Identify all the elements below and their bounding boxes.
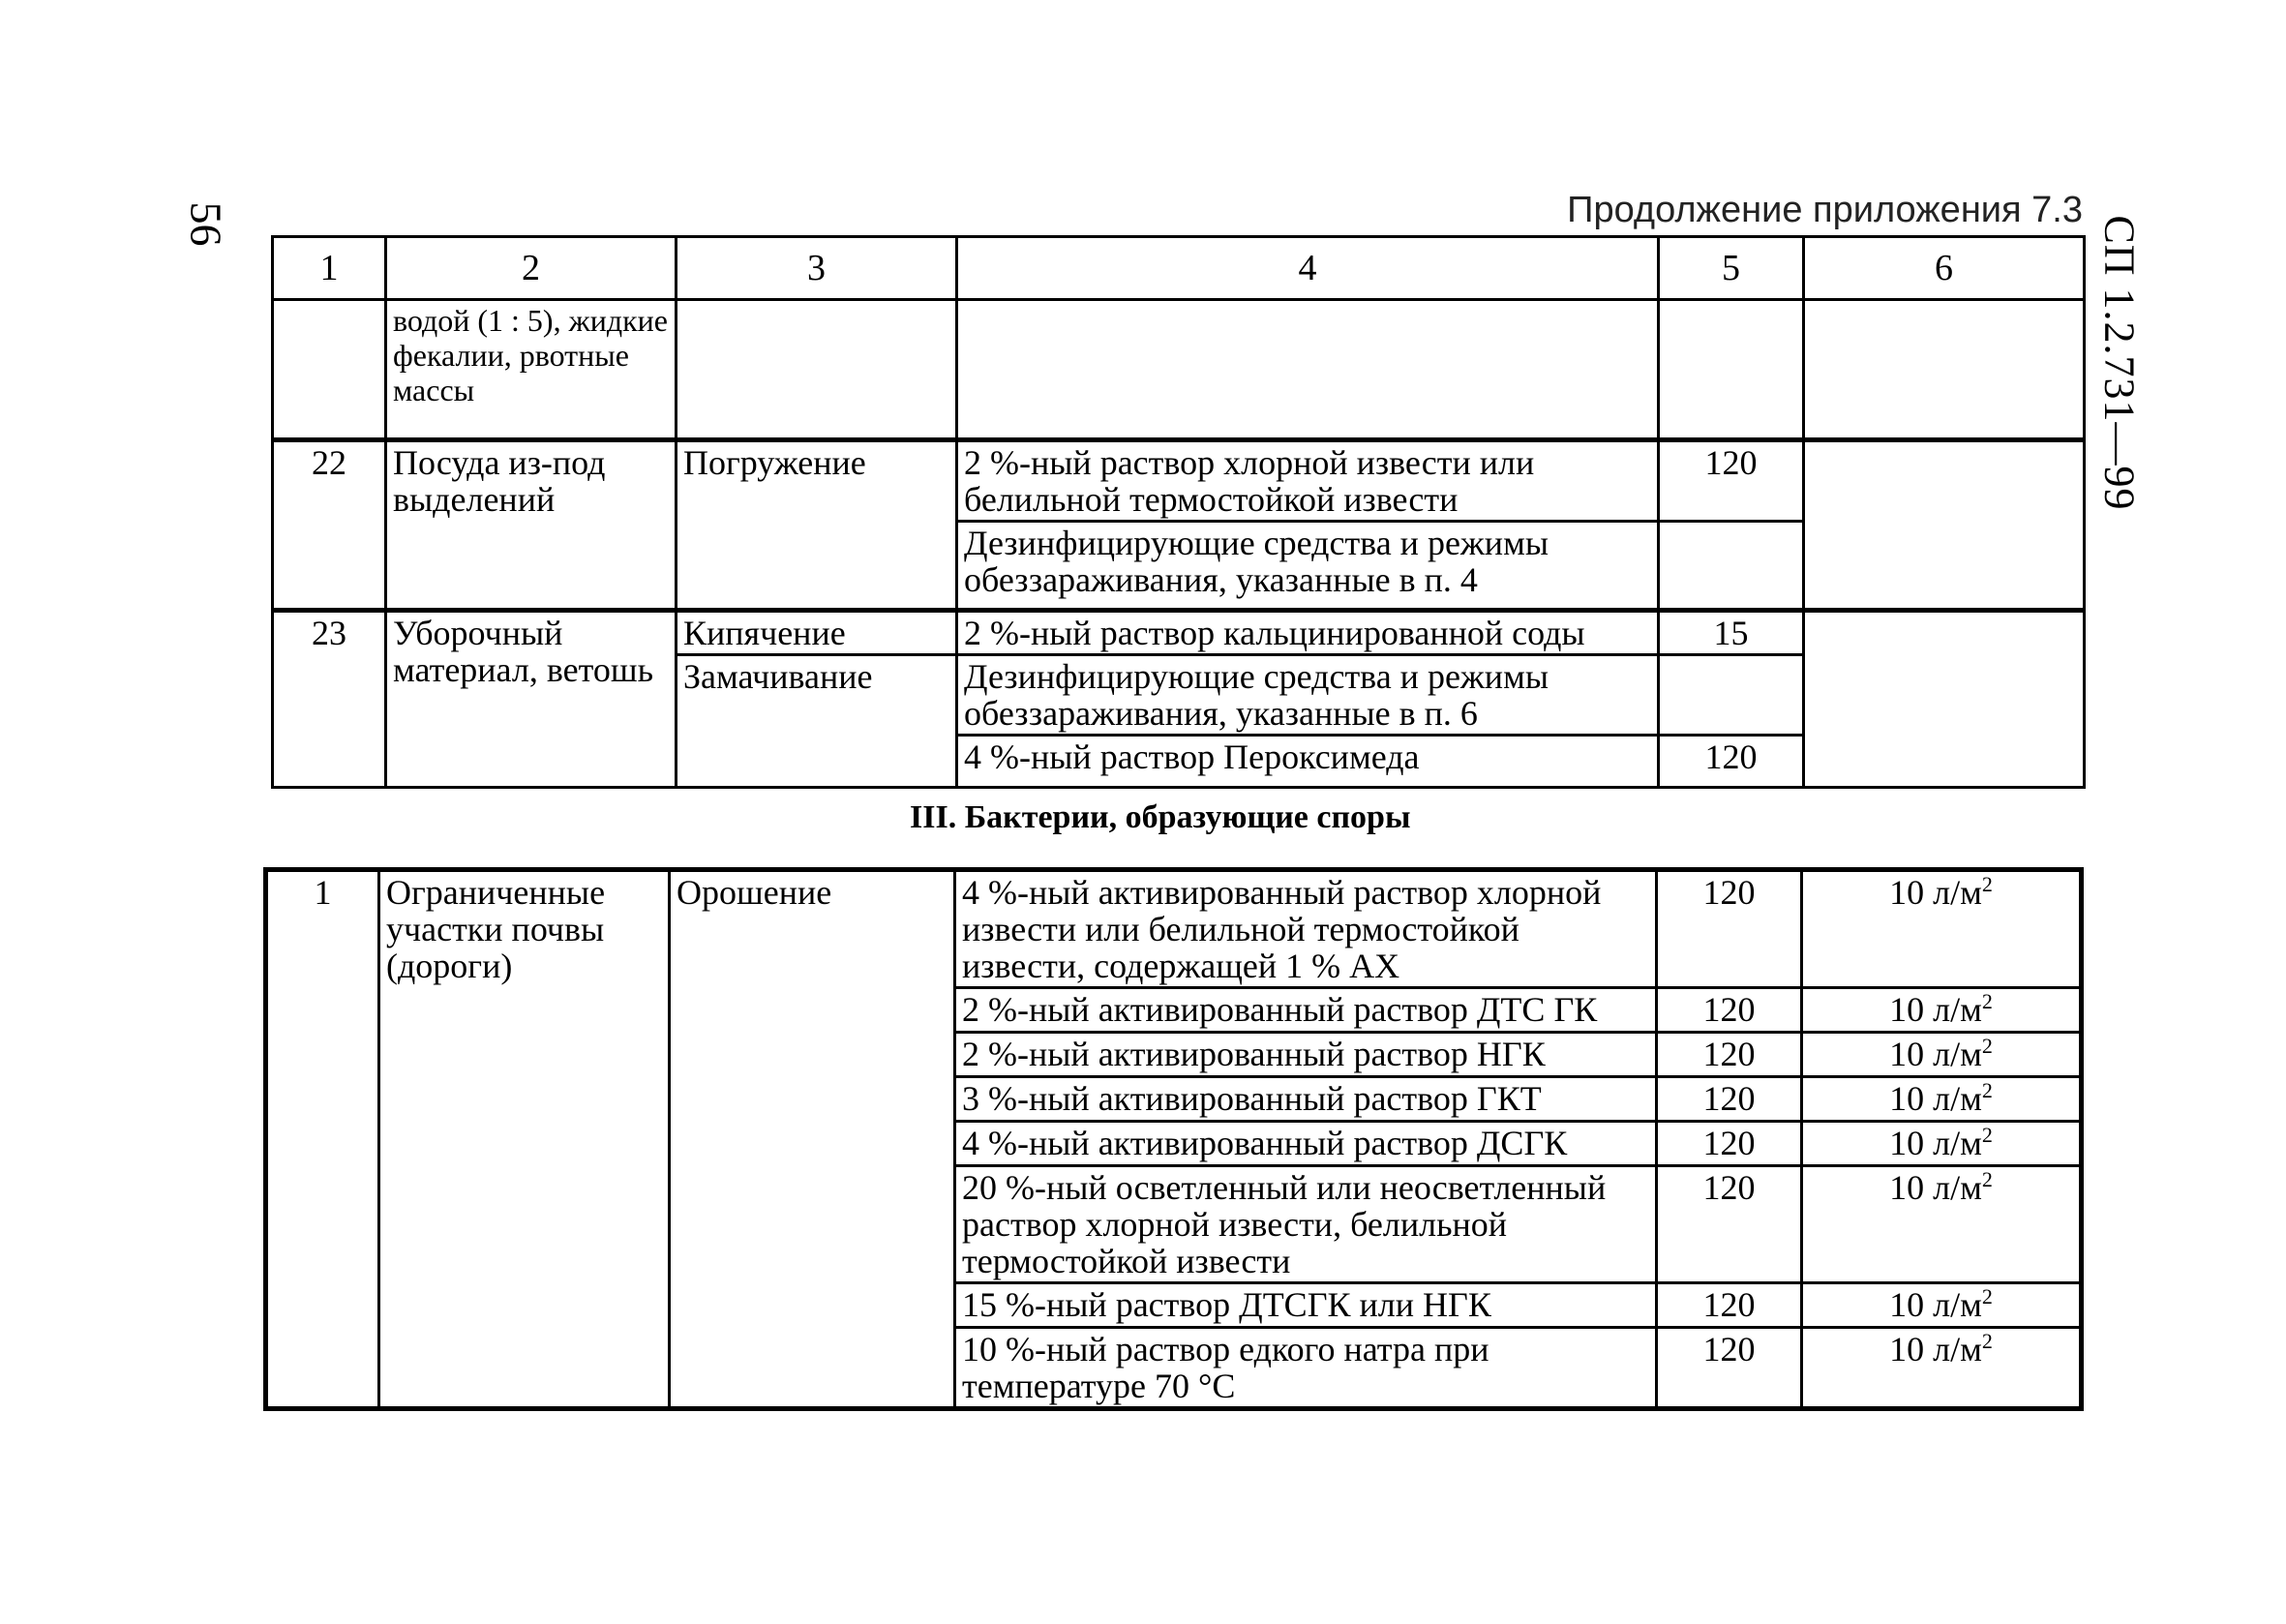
- cell-time: 120: [1657, 1166, 1802, 1283]
- cell-object: Уборочный материал, ветошь: [386, 611, 677, 788]
- cell-method: Замачивание: [677, 655, 957, 788]
- cell-agent: 20 %-ный осветленный или неосветленный раствор хлорной извести, белильной термостойкой извести: [955, 1166, 1657, 1283]
- col-header-1: 1: [273, 237, 386, 300]
- continuation-title: Продолжение приложения 7.3: [1567, 190, 2083, 230]
- table-spore-bacteria: [263, 867, 2084, 1411]
- page-number: 56: [181, 201, 231, 247]
- cell-norm: 10 $л/м^2$: [1802, 988, 2082, 1033]
- cell-agent: 4 %-ный активированный раствор хлорной извести или белильной термостойкой извести, содержащей 1 % АХ: [955, 870, 1657, 988]
- cell-agent: 4 %-ный раствор Пероксимеда: [957, 736, 1659, 788]
- cell-time: 120: [1657, 1328, 1802, 1409]
- document-code-text: СП 1.2.731—99: [2095, 215, 2144, 511]
- cell-method: Погружение: [677, 440, 957, 611]
- cell-time: 120: [1657, 988, 1802, 1033]
- col-header-6: 6: [1804, 237, 2085, 300]
- cell-time: 120: [1659, 440, 1804, 522]
- cell-time: 120: [1657, 1283, 1802, 1328]
- cell-agent: 4 %-ный активированный раствор ДСГК: [955, 1122, 1657, 1166]
- cell-num: 1: [266, 870, 379, 1409]
- cell-norm: 10 $л/м^2$: [1802, 1328, 2082, 1409]
- cell-object: водой (1 : 5), жидкие фекалии, рвотные массы: [386, 300, 677, 440]
- cell-object: Ограниченные участки почвы (дороги): [379, 870, 670, 1409]
- cell-norm: 10 $л/м^2$: [1802, 1033, 2082, 1077]
- cell-norm: 10 $л/м^2$: [1802, 870, 2082, 988]
- col-header-3: 3: [677, 237, 957, 300]
- cell-norm: 10 $л/м^2$: [1802, 1077, 2082, 1122]
- section-heading: III. Бактерии, образующие споры: [910, 799, 1411, 835]
- col-header-5: 5: [1659, 237, 1804, 300]
- cell-agent: 2 %-ный активированный раствор НГК: [955, 1033, 1657, 1077]
- cell-time: 120: [1657, 870, 1802, 988]
- cell-method: Орошение: [670, 870, 955, 1409]
- table-row: [273, 611, 2085, 655]
- cell-time: 120: [1657, 1122, 1802, 1166]
- cell-agent: 3 %-ный активированный раствор ГКТ: [955, 1077, 1657, 1122]
- cell-agent: 2 %-ный активированный раствор ДТС ГК: [955, 988, 1657, 1033]
- cell-num: 23: [273, 611, 386, 788]
- col-header-2: 2: [386, 237, 677, 300]
- col-header-4: 4: [957, 237, 1659, 300]
- cell-agent: 10 %-ный раствор едкого натра при температуре 70 °С: [955, 1328, 1657, 1409]
- cell-time: 15: [1659, 611, 1804, 655]
- cell-agent: Дезинфицирующие средства и режимы обеззараживания, указанные в п. 6: [957, 655, 1659, 736]
- table-row: [266, 870, 2082, 988]
- cell-num: 22: [273, 440, 386, 611]
- table-continuation: [271, 235, 2086, 789]
- cell-agent: 2 %-ный раствор хлорной извести или белильной термостойкой извести: [957, 440, 1659, 522]
- cell-time: 120: [1657, 1077, 1802, 1122]
- document-code: [2081, 198, 2158, 527]
- cell-agent: Дезинфицирующие средства и режимы обеззараживания, указанные в п. 4: [957, 522, 1659, 611]
- table-row: [273, 440, 2085, 522]
- header-row: [273, 237, 2085, 300]
- cell-norm: 10 $л/м^2$: [1802, 1166, 2082, 1283]
- cell-agent: 15 %-ный раствор ДТСГК или НГК: [955, 1283, 1657, 1328]
- cell-norm: 10 $л/м^2$: [1802, 1122, 2082, 1166]
- cell-norm: 10 $л/м^2$: [1802, 1283, 2082, 1328]
- cell-time: 120: [1657, 1033, 1802, 1077]
- cell-object: Посуда из-под выделений: [386, 440, 677, 611]
- cell-method: Кипячение: [677, 611, 957, 655]
- cell-time: 120: [1659, 736, 1804, 788]
- cell-agent: 2 %-ный раствор кальцинированной соды: [957, 611, 1659, 655]
- table-row: [273, 300, 2085, 440]
